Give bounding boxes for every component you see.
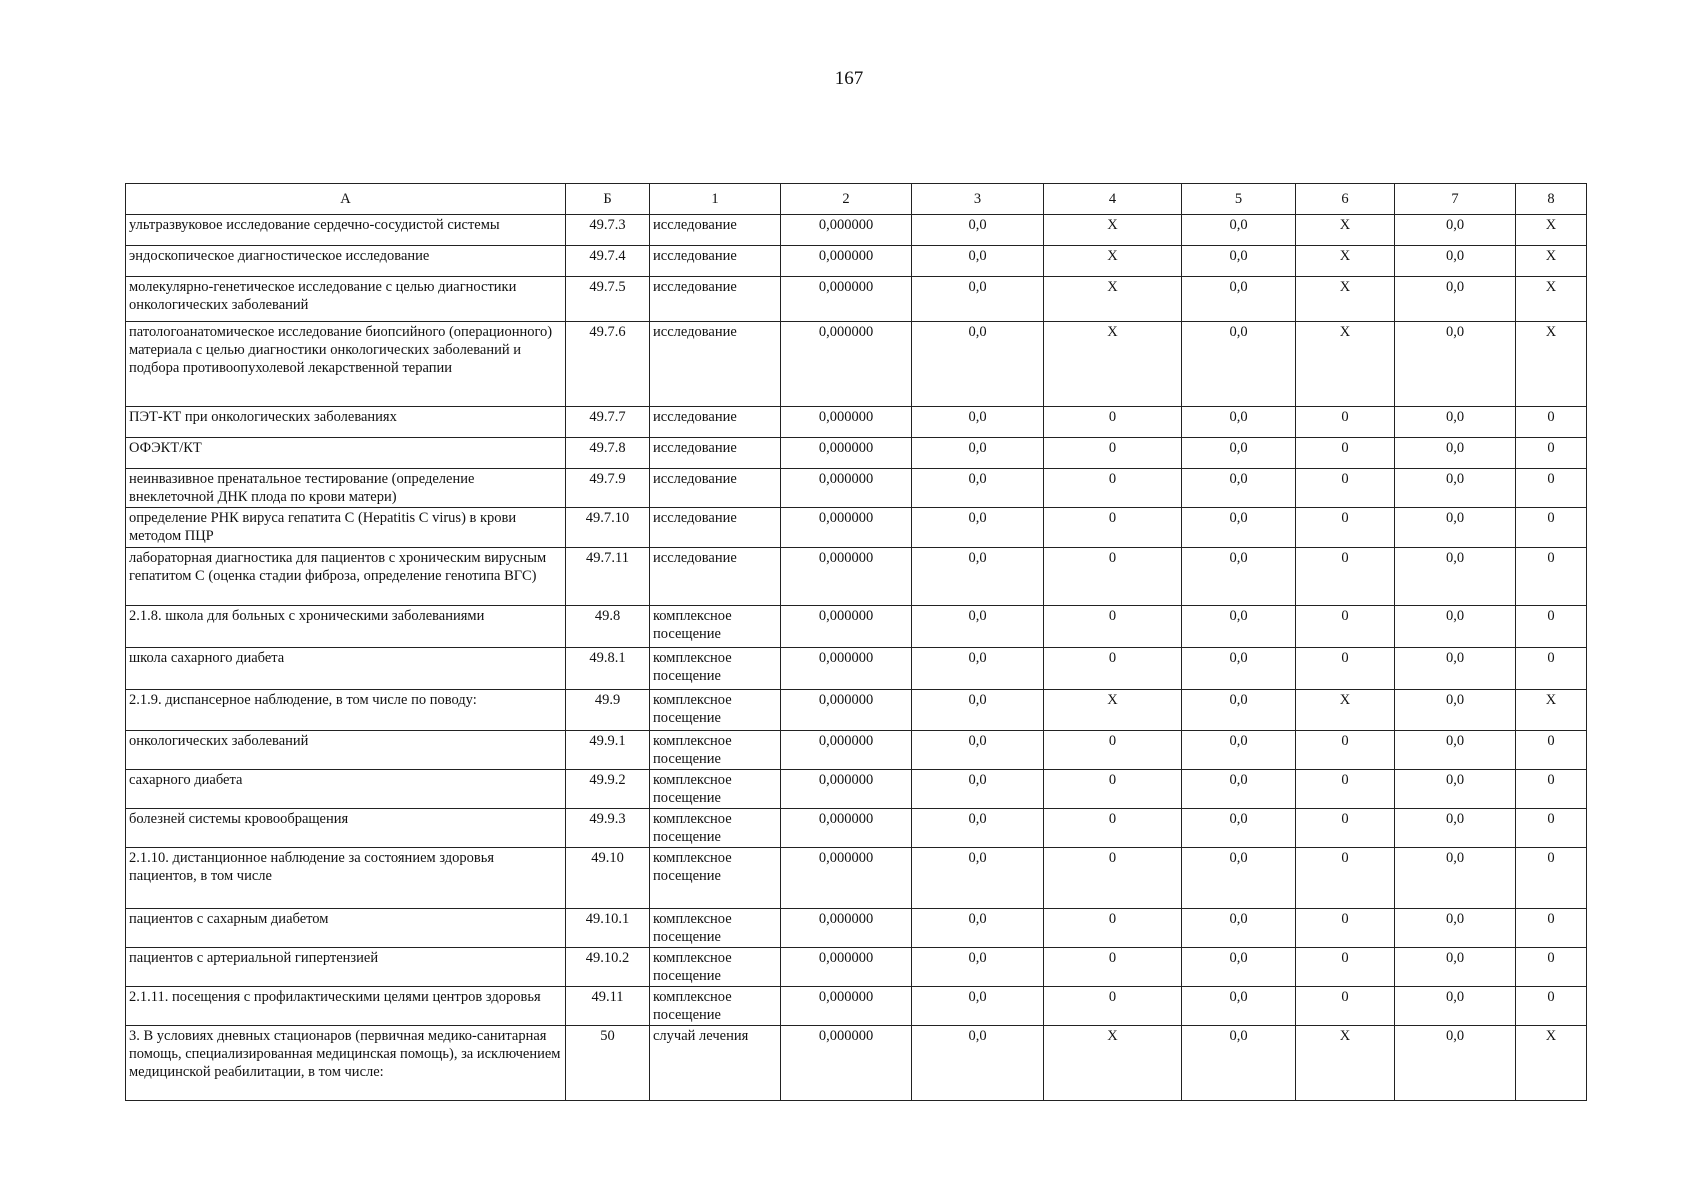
cell-col-3: 0,0 <box>912 407 1044 438</box>
cell-col-3: 0,0 <box>912 731 1044 770</box>
cell-col-7: 0,0 <box>1395 548 1516 606</box>
cell-unit: исследование <box>650 548 781 606</box>
cell-col-3: 0,0 <box>912 848 1044 909</box>
cell-col-6: 0 <box>1296 948 1395 987</box>
cell-col-2: 0,000000 <box>781 438 912 469</box>
column-header-7: 7 <box>1395 184 1516 215</box>
cell-col-8: 0 <box>1516 848 1587 909</box>
cell-code: 49.7.3 <box>566 215 650 246</box>
cell-code: 49.7.9 <box>566 469 650 508</box>
column-header-1: 1 <box>650 184 781 215</box>
cell-col-2: 0,000000 <box>781 987 912 1026</box>
cell-col-5: 0,0 <box>1182 322 1296 407</box>
cell-col-6: Х <box>1296 1026 1395 1101</box>
cell-col-5: 0,0 <box>1182 770 1296 809</box>
cell-unit: исследование <box>650 508 781 548</box>
cell-col-6: 0 <box>1296 469 1395 508</box>
cell-col-3: 0,0 <box>912 987 1044 1026</box>
cell-col-8: 0 <box>1516 987 1587 1026</box>
cell-col-2: 0,000000 <box>781 508 912 548</box>
cell-col-3: 0,0 <box>912 606 1044 648</box>
cell-col-6: 0 <box>1296 548 1395 606</box>
cell-col-4: 0 <box>1044 407 1182 438</box>
cell-col-7: 0,0 <box>1395 848 1516 909</box>
cell-name: 2.1.10. дистанционное наблюдение за состоянием здоровья пациентов, в том числе <box>126 848 566 909</box>
cell-col-2: 0,000000 <box>781 606 912 648</box>
cell-unit: комплексное посещение <box>650 731 781 770</box>
cell-name: 2.1.9. диспансерное наблюдение, в том числе по поводу: <box>126 690 566 731</box>
cell-unit: исследование <box>650 322 781 407</box>
cell-col-7: 0,0 <box>1395 948 1516 987</box>
cell-col-8: Х <box>1516 246 1587 277</box>
cell-col-4: Х <box>1044 246 1182 277</box>
cell-col-5: 0,0 <box>1182 606 1296 648</box>
cell-unit: комплексное посещение <box>650 648 781 690</box>
cell-col-3: 0,0 <box>912 690 1044 731</box>
cell-col-8: 0 <box>1516 809 1587 848</box>
cell-name: пациентов с сахарным диабетом <box>126 909 566 948</box>
cell-col-8: 0 <box>1516 731 1587 770</box>
table-row <box>126 322 1587 407</box>
cell-col-7: 0,0 <box>1395 909 1516 948</box>
cell-name: пациентов с артериальной гипертензией <box>126 948 566 987</box>
cell-col-4: 0 <box>1044 469 1182 508</box>
cell-unit: комплексное посещение <box>650 909 781 948</box>
cell-col-5: 0,0 <box>1182 469 1296 508</box>
cell-col-7: 0,0 <box>1395 215 1516 246</box>
cell-col-2: 0,000000 <box>781 469 912 508</box>
cell-col-8: Х <box>1516 277 1587 322</box>
cell-code: 50 <box>566 1026 650 1101</box>
cell-col-7: 0,0 <box>1395 606 1516 648</box>
cell-name: ультразвуковое исследование сердечно-сосудистой системы <box>126 215 566 246</box>
cell-col-2: 0,000000 <box>781 277 912 322</box>
cell-col-2: 0,000000 <box>781 909 912 948</box>
table-header-row <box>126 184 1587 215</box>
cell-unit: комплексное посещение <box>650 770 781 809</box>
cell-col-5: 0,0 <box>1182 731 1296 770</box>
table-row <box>126 548 1587 606</box>
cell-col-8: Х <box>1516 215 1587 246</box>
cell-name: ОФЭКТ/КТ <box>126 438 566 469</box>
cell-col-5: 0,0 <box>1182 246 1296 277</box>
cell-col-2: 0,000000 <box>781 548 912 606</box>
cell-col-7: 0,0 <box>1395 690 1516 731</box>
cell-col-6: 0 <box>1296 438 1395 469</box>
cell-col-4: 0 <box>1044 731 1182 770</box>
cell-code: 49.7.6 <box>566 322 650 407</box>
cell-code: 49.7.5 <box>566 277 650 322</box>
cell-col-4: 0 <box>1044 809 1182 848</box>
cell-col-2: 0,000000 <box>781 322 912 407</box>
column-header-5: 5 <box>1182 184 1296 215</box>
cell-col-7: 0,0 <box>1395 648 1516 690</box>
cell-col-6: 0 <box>1296 731 1395 770</box>
cell-unit: исследование <box>650 246 781 277</box>
cell-col-5: 0,0 <box>1182 809 1296 848</box>
cell-col-8: 0 <box>1516 438 1587 469</box>
cell-name: определение РНК вируса гепатита С (Hepatitis C virus) в крови методом ПЦР <box>126 508 566 548</box>
cell-unit: комплексное посещение <box>650 690 781 731</box>
cell-col-6: 0 <box>1296 770 1395 809</box>
cell-col-4: 0 <box>1044 438 1182 469</box>
cell-col-5: 0,0 <box>1182 948 1296 987</box>
table-row <box>126 770 1587 809</box>
cell-col-7: 0,0 <box>1395 246 1516 277</box>
cell-col-4: 0 <box>1044 909 1182 948</box>
table-row <box>126 606 1587 648</box>
table-row <box>126 438 1587 469</box>
cell-col-3: 0,0 <box>912 648 1044 690</box>
cell-col-7: 0,0 <box>1395 438 1516 469</box>
cell-name: патологоанатомическое исследование биопсийного (операционного) материала с целью диагностики онкологических заболеваний и подбора противоопухолевой лекарственной терапии <box>126 322 566 407</box>
cell-code: 49.9.1 <box>566 731 650 770</box>
cell-col-3: 0,0 <box>912 770 1044 809</box>
cell-col-6: Х <box>1296 277 1395 322</box>
cell-col-6: 0 <box>1296 987 1395 1026</box>
column-header-a: А <box>126 184 566 215</box>
cell-col-7: 0,0 <box>1395 1026 1516 1101</box>
cell-col-5: 0,0 <box>1182 690 1296 731</box>
cell-col-4: Х <box>1044 690 1182 731</box>
table-row <box>126 848 1587 909</box>
table-row <box>126 246 1587 277</box>
cell-unit: исследование <box>650 277 781 322</box>
cell-col-3: 0,0 <box>912 948 1044 987</box>
table-row <box>126 909 1587 948</box>
cell-col-4: Х <box>1044 277 1182 322</box>
cell-name: ПЭТ-КТ при онкологических заболеваниях <box>126 407 566 438</box>
cell-col-2: 0,000000 <box>781 770 912 809</box>
cell-col-5: 0,0 <box>1182 277 1296 322</box>
cell-name: 3. В условиях дневных стационаров (первичная медико-санитарная помощь, специализированная медицинская помощь), за исключением медицинской реабилитации, в том числе: <box>126 1026 566 1101</box>
cell-col-6: 0 <box>1296 407 1395 438</box>
cell-col-4: Х <box>1044 1026 1182 1101</box>
data-table <box>125 183 1587 1101</box>
table-row <box>126 690 1587 731</box>
column-header-2: 2 <box>781 184 912 215</box>
cell-col-2: 0,000000 <box>781 1026 912 1101</box>
cell-col-6: 0 <box>1296 508 1395 548</box>
cell-col-6: Х <box>1296 246 1395 277</box>
cell-col-8: 0 <box>1516 407 1587 438</box>
cell-col-7: 0,0 <box>1395 469 1516 508</box>
cell-col-8: Х <box>1516 690 1587 731</box>
column-header-8: 8 <box>1516 184 1587 215</box>
cell-col-3: 0,0 <box>912 277 1044 322</box>
table-row <box>126 407 1587 438</box>
cell-col-8: 0 <box>1516 648 1587 690</box>
cell-unit: комплексное посещение <box>650 809 781 848</box>
cell-col-7: 0,0 <box>1395 731 1516 770</box>
table-row <box>126 508 1587 548</box>
cell-col-3: 0,0 <box>912 508 1044 548</box>
cell-col-2: 0,000000 <box>781 407 912 438</box>
cell-col-2: 0,000000 <box>781 690 912 731</box>
cell-col-5: 0,0 <box>1182 548 1296 606</box>
cell-code: 49.7.7 <box>566 407 650 438</box>
cell-unit: комплексное посещение <box>650 848 781 909</box>
cell-col-2: 0,000000 <box>781 948 912 987</box>
cell-col-3: 0,0 <box>912 438 1044 469</box>
cell-col-5: 0,0 <box>1182 1026 1296 1101</box>
cell-code: 49.9 <box>566 690 650 731</box>
cell-unit: комплексное посещение <box>650 987 781 1026</box>
cell-col-3: 0,0 <box>912 215 1044 246</box>
table-row <box>126 809 1587 848</box>
cell-code: 49.10 <box>566 848 650 909</box>
cell-name: школа сахарного диабета <box>126 648 566 690</box>
column-header-b: Б <box>566 184 650 215</box>
table-row <box>126 215 1587 246</box>
cell-unit: исследование <box>650 215 781 246</box>
cell-name: неинвазивное пренатальное тестирование (определение внеклеточной ДНК плода по крови матери) <box>126 469 566 508</box>
cell-col-6: Х <box>1296 690 1395 731</box>
cell-col-3: 0,0 <box>912 909 1044 948</box>
cell-col-8: Х <box>1516 322 1587 407</box>
cell-col-6: Х <box>1296 322 1395 407</box>
cell-col-2: 0,000000 <box>781 246 912 277</box>
cell-col-5: 0,0 <box>1182 987 1296 1026</box>
cell-col-8: 0 <box>1516 469 1587 508</box>
cell-code: 49.8.1 <box>566 648 650 690</box>
cell-col-5: 0,0 <box>1182 215 1296 246</box>
cell-col-6: Х <box>1296 215 1395 246</box>
cell-col-4: 0 <box>1044 648 1182 690</box>
cell-col-8: 0 <box>1516 606 1587 648</box>
cell-col-6: 0 <box>1296 606 1395 648</box>
cell-col-3: 0,0 <box>912 809 1044 848</box>
column-header-6: 6 <box>1296 184 1395 215</box>
cell-col-6: 0 <box>1296 909 1395 948</box>
cell-code: 49.7.11 <box>566 548 650 606</box>
cell-code: 49.7.4 <box>566 246 650 277</box>
cell-unit: исследование <box>650 438 781 469</box>
cell-col-4: Х <box>1044 322 1182 407</box>
cell-name: 2.1.11. посещения с профилактическими целями центров здоровья <box>126 987 566 1026</box>
cell-col-4: 0 <box>1044 948 1182 987</box>
cell-code: 49.9.2 <box>566 770 650 809</box>
cell-col-8: 0 <box>1516 909 1587 948</box>
cell-col-5: 0,0 <box>1182 438 1296 469</box>
cell-col-7: 0,0 <box>1395 407 1516 438</box>
cell-code: 49.11 <box>566 987 650 1026</box>
table-row <box>126 987 1587 1026</box>
cell-col-3: 0,0 <box>912 322 1044 407</box>
table-row <box>126 948 1587 987</box>
cell-col-5: 0,0 <box>1182 508 1296 548</box>
cell-code: 49.10.2 <box>566 948 650 987</box>
cell-col-2: 0,000000 <box>781 215 912 246</box>
cell-col-8: Х <box>1516 1026 1587 1101</box>
cell-code: 49.7.8 <box>566 438 650 469</box>
cell-col-7: 0,0 <box>1395 987 1516 1026</box>
table-row <box>126 277 1587 322</box>
cell-name: лабораторная диагностика для пациентов с хроническим вирусным гепатитом С (оценка стадии фиброза, определение генотипа ВГС) <box>126 548 566 606</box>
cell-col-8: 0 <box>1516 770 1587 809</box>
cell-name: болезней системы кровообращения <box>126 809 566 848</box>
cell-col-2: 0,000000 <box>781 648 912 690</box>
cell-name: молекулярно-генетическое исследование с целью диагностики онкологических заболеваний <box>126 277 566 322</box>
cell-col-4: 0 <box>1044 770 1182 809</box>
cell-code: 49.7.10 <box>566 508 650 548</box>
table-row <box>126 731 1587 770</box>
cell-col-6: 0 <box>1296 809 1395 848</box>
cell-name: сахарного диабета <box>126 770 566 809</box>
cell-col-3: 0,0 <box>912 1026 1044 1101</box>
cell-unit: комплексное посещение <box>650 606 781 648</box>
cell-col-4: 0 <box>1044 548 1182 606</box>
cell-unit: исследование <box>650 469 781 508</box>
table-row <box>126 1026 1587 1101</box>
cell-col-3: 0,0 <box>912 246 1044 277</box>
cell-col-2: 0,000000 <box>781 809 912 848</box>
cell-name: онкологических заболеваний <box>126 731 566 770</box>
cell-col-4: 0 <box>1044 606 1182 648</box>
table-row <box>126 648 1587 690</box>
cell-col-8: 0 <box>1516 948 1587 987</box>
table-row <box>126 469 1587 508</box>
cell-col-5: 0,0 <box>1182 648 1296 690</box>
cell-col-4: 0 <box>1044 848 1182 909</box>
cell-col-4: 0 <box>1044 987 1182 1026</box>
cell-col-4: Х <box>1044 215 1182 246</box>
cell-col-2: 0,000000 <box>781 848 912 909</box>
page-number: 167 <box>834 68 864 89</box>
cell-col-2: 0,000000 <box>781 731 912 770</box>
cell-unit: исследование <box>650 407 781 438</box>
cell-col-5: 0,0 <box>1182 848 1296 909</box>
cell-code: 49.9.3 <box>566 809 650 848</box>
cell-name: эндоскопическое диагностическое исследование <box>126 246 566 277</box>
column-header-4: 4 <box>1044 184 1182 215</box>
table-body <box>126 215 1587 1101</box>
cell-code: 49.8 <box>566 606 650 648</box>
cell-col-8: 0 <box>1516 548 1587 606</box>
cell-col-4: 0 <box>1044 508 1182 548</box>
cell-col-7: 0,0 <box>1395 770 1516 809</box>
cell-col-7: 0,0 <box>1395 322 1516 407</box>
cell-unit: комплексное посещение <box>650 948 781 987</box>
cell-col-7: 0,0 <box>1395 277 1516 322</box>
column-header-3: 3 <box>912 184 1044 215</box>
cell-col-5: 0,0 <box>1182 909 1296 948</box>
cell-col-8: 0 <box>1516 508 1587 548</box>
cell-col-7: 0,0 <box>1395 809 1516 848</box>
cell-col-7: 0,0 <box>1395 508 1516 548</box>
cell-col-6: 0 <box>1296 848 1395 909</box>
cell-code: 49.10.1 <box>566 909 650 948</box>
cell-col-5: 0,0 <box>1182 407 1296 438</box>
cell-name: 2.1.8. школа для больных с хроническими заболеваниями <box>126 606 566 648</box>
cell-unit: случай лечения <box>650 1026 781 1101</box>
cell-col-6: 0 <box>1296 648 1395 690</box>
cell-col-3: 0,0 <box>912 469 1044 508</box>
cell-col-3: 0,0 <box>912 548 1044 606</box>
